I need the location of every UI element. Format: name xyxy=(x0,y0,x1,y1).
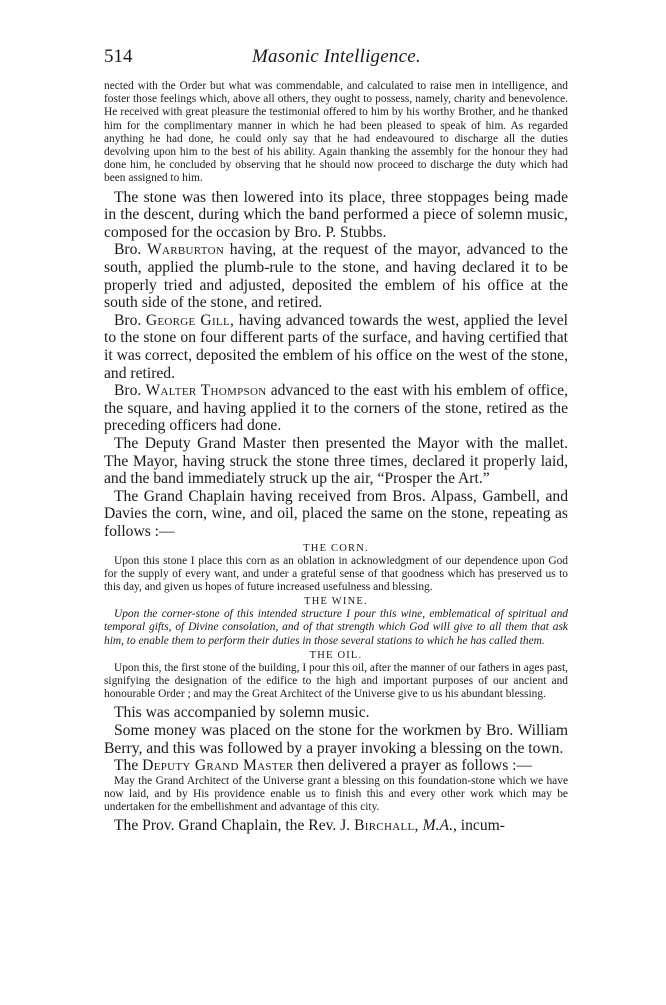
paragraph-walter-thompson-text: advanced to the east with his emblem of office, the square, and having applied it to the corners of the stone, retired as the preceding officers had done. xyxy=(104,382,568,435)
name-george-gill: George Gill, xyxy=(145,311,235,329)
paragraph-deputy-prayer xyxy=(104,757,568,775)
article-body xyxy=(104,80,568,835)
degree-ma: M.A. xyxy=(422,817,453,835)
paragraph-george-gill-text: having advanced towards the west, applied the level to the stone on four different parts of the surface, and having certified that it was correct, deposited the emblem of his office on the west of the stone, and retired. xyxy=(104,311,568,382)
corn-text: Upon this stone I place this corn as an oblation in acknowledgment of our dependence upon God for the supply of every want, and under a grateful sense of that goodness which has preserved us to this day, and given us hopes of future increased usefulness and blessing. xyxy=(104,554,568,593)
paragraph-george-gill xyxy=(104,312,568,382)
paragraph-grand-chaplain: The Grand Chaplain having received from Bros. Alpass, Gambell, and Davies the corn, wine, and oil, placed the same on the stone, repeating as follows :— xyxy=(104,487,568,540)
caption-wine: THE WINE. xyxy=(304,596,368,608)
paragraph-walter-thompson xyxy=(104,382,568,435)
prov-chaplain-prefix: The Prov. Grand Chaplain, the Rev. J. xyxy=(114,817,351,835)
paragraph-mayor-reply: nected with the Order but what was commendable, and calculated to raise men in intelligence, and foster those feelings which, above all others, they ought to possess, namely, charity and benevolence. He received with great pleasure the testimonial offered to him by his worthy Brother, and he thanked him for the complimentary manner in which he had been pleased to speak of him. As regarded anything he had done, he could only say that he had endeavoured to discharge all the duties devolving upon him to the best of his ability. Again thanking the assembly for the honour they had done him, he concluded by observing that he should now proceed to discharge the duty which had been assigned to him. xyxy=(104,80,568,185)
paragraph-stone-lowered: The stone was then lowered into its place, three stoppages being made in the descent, during which the band performed a piece of solemn music, composed for the occasion by Bro. P. Stubbs. xyxy=(104,188,568,241)
paragraph-deputy-prayer-text: then delivered a prayer as follows :— xyxy=(297,757,533,775)
name-warburton: Warburton xyxy=(147,241,225,259)
oil-text: Upon this, the first stone of the building, I pour this oil, after the manner of our fathers in ages past, signifying the designation of the edifice to the high and important purposes of our ancient and honourable Order ; and may the Great Architect of the Universe give to us his abundant blessing. xyxy=(104,661,568,701)
page-header xyxy=(104,46,568,80)
wine-text: Upon the corner-stone of this intended structure I pour this wine, emblematical of spiritual and temporal gifts, of Divine consolation, and of that strength which God will give to all them that ask him, to enable them to perform their duties in those several stations to which he has called them. xyxy=(104,608,568,647)
bro-prefix: Bro. xyxy=(114,311,142,329)
prayer-text: May the Grand Architect of the Universe grant a blessing on this foundation-stone which we have now laid, and by His providence enable us to finish this and every other work which may be undertaken for the embellishment and advantage of this city. xyxy=(104,774,568,814)
paragraph-solemn-music: This was accompanied by solemn music. xyxy=(114,704,370,722)
the-prefix: The xyxy=(114,757,139,775)
paragraph-mallet: The Deputy Grand Master then presented the Mayor with the mallet. The Mayor, having struck the stone three times, declared it properly laid, and the band immediately struck up the air, “Prosper the Art.” xyxy=(104,434,568,488)
page-number: 514 xyxy=(104,46,133,67)
bro-prefix: Bro. xyxy=(114,382,142,400)
name-birchall: Birchall, xyxy=(354,817,419,835)
paragraph-prov-chaplain-text: , incum- xyxy=(452,817,505,835)
name-deputy-grand-master: Deputy Grand Master xyxy=(142,757,294,775)
paragraph-warburton-text: having, at the request of the mayor, advanced to the south, applied the plumb-rule to the stone, and having declared it to be properly tried and adjusted, deposited the emblem of his office at the south side of the stone, and retired. xyxy=(104,241,568,312)
running-title: Masonic Intelligence. xyxy=(252,46,421,67)
paragraph-prov-chaplain xyxy=(104,817,568,835)
paragraph-money-placed: Some money was placed on the stone for the workmen by Bro. William Berry, and this was followed by a prayer invoking a blessing on the town. xyxy=(104,721,568,757)
bro-prefix: Bro. xyxy=(114,241,142,259)
caption-oil: THE OIL. xyxy=(309,649,363,661)
paragraph-warburton xyxy=(104,241,568,311)
caption-corn: THE CORN. xyxy=(303,542,369,554)
name-walter-thompson: Walter Thompson xyxy=(145,382,267,400)
